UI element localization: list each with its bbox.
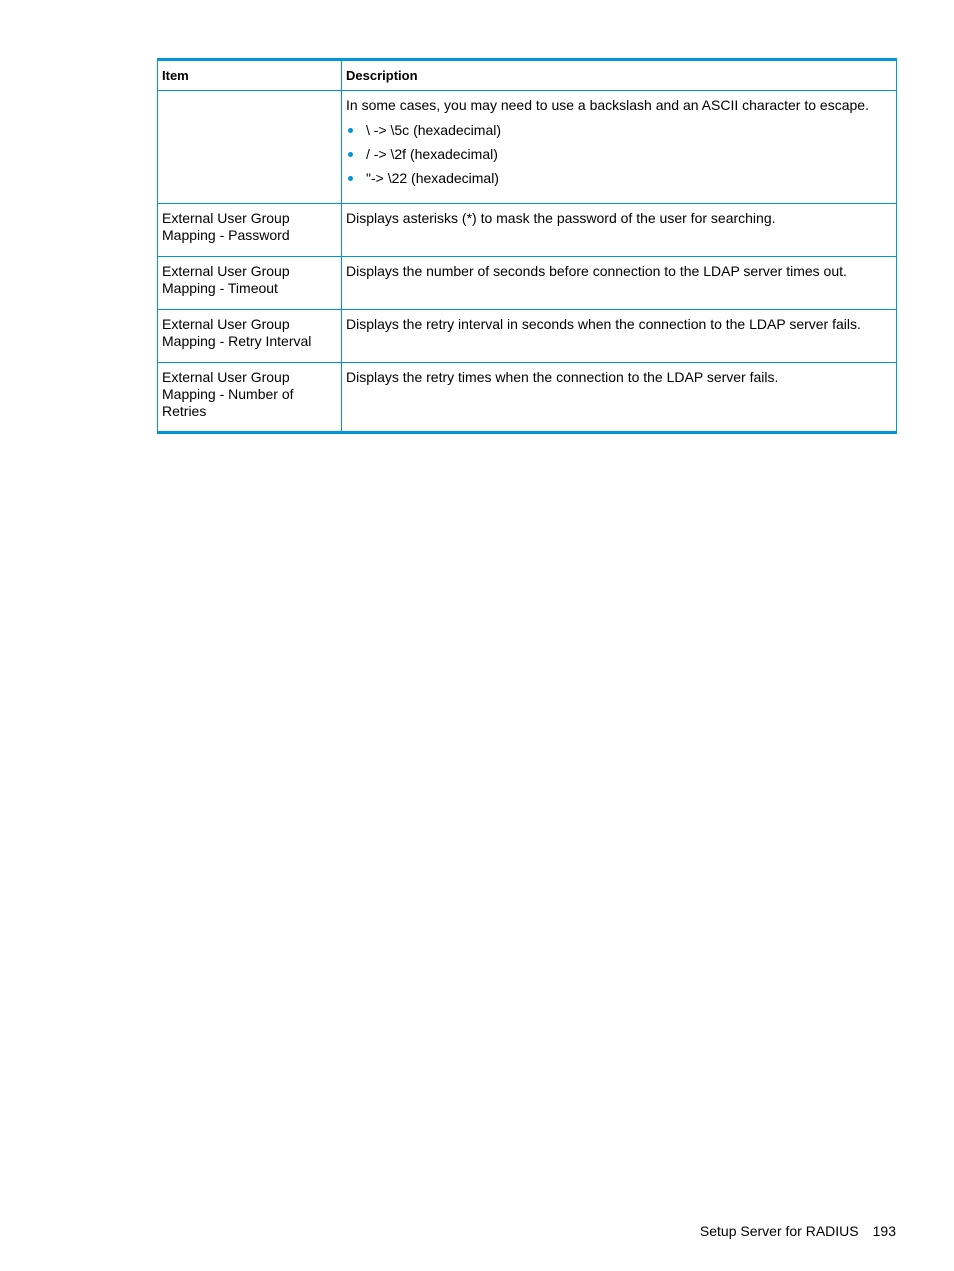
item-cell xyxy=(158,91,342,204)
bullet-icon xyxy=(348,152,353,157)
table-row xyxy=(158,363,897,433)
table-row xyxy=(158,310,897,363)
parameter-table xyxy=(157,58,897,434)
footer-section-title: Setup Server for RADIUS xyxy=(699,1223,859,1239)
description-cell: Displays the retry interval in seconds when the connection to the LDAP server fails. xyxy=(342,310,897,363)
description-cell: Displays the retry times when the connection to the LDAP server fails. xyxy=(342,363,897,433)
item-cell: External User Group Mapping - Password xyxy=(158,204,342,257)
description-cell xyxy=(342,91,897,204)
page-number: 193 xyxy=(872,1223,896,1239)
table-row xyxy=(158,257,897,310)
escape-intro-text: In some cases, you may need to use a backslash and an ASCII character to escape. xyxy=(346,97,869,113)
list-item xyxy=(346,170,892,194)
table-header-row xyxy=(158,60,897,91)
escape-bullet-list xyxy=(346,122,892,194)
list-item xyxy=(346,146,892,170)
header-item: Item xyxy=(158,60,342,91)
list-item xyxy=(346,122,892,146)
list-item-text: / -> \2f (hexadecimal) xyxy=(366,146,498,162)
item-cell: External User Group Mapping - Number of Retries xyxy=(158,363,342,433)
page-footer xyxy=(700,1223,896,1239)
list-item-text: \ -> \5c (hexadecimal) xyxy=(366,122,501,138)
bullet-icon xyxy=(348,176,353,181)
table-row xyxy=(158,204,897,257)
header-description: Description xyxy=(342,60,897,91)
bullet-icon xyxy=(348,128,353,133)
description-cell: Displays asterisks (*) to mask the password of the user for searching. xyxy=(342,204,897,257)
description-cell: Displays the number of seconds before connection to the LDAP server times out. xyxy=(342,257,897,310)
list-item-text: "-> \22 (hexadecimal) xyxy=(366,170,499,186)
item-cell: External User Group Mapping - Timeout xyxy=(158,257,342,310)
table-row xyxy=(158,91,897,204)
item-cell: External User Group Mapping - Retry Interval xyxy=(158,310,342,363)
